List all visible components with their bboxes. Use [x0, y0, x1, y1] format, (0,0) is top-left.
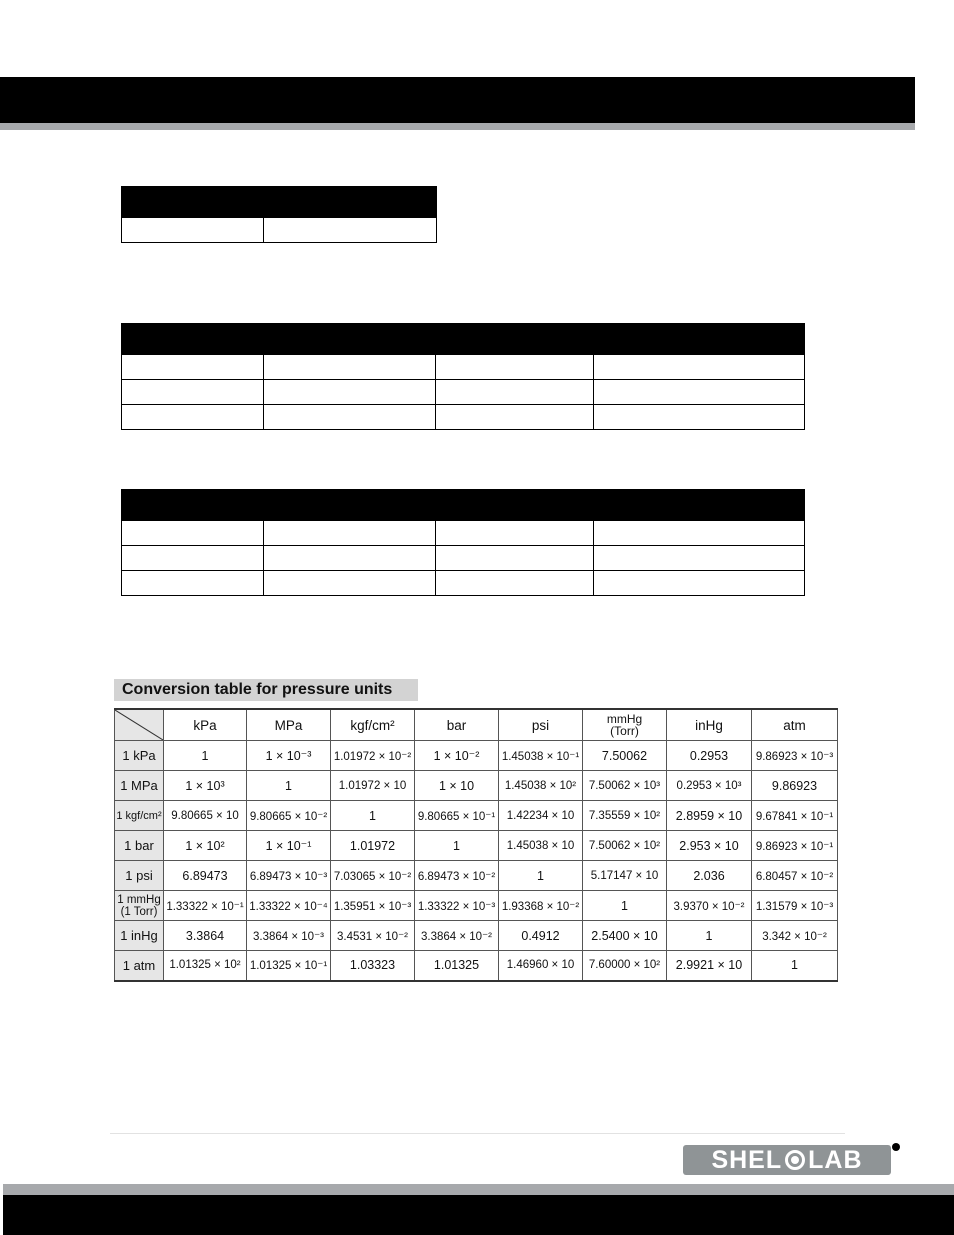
logo-text-right: LAB — [808, 1146, 863, 1174]
table-cell: 7.50062 — [583, 741, 667, 771]
table-cell: 1.01972 — [331, 831, 415, 861]
table-cell: 6.80457 × 10⁻² — [752, 861, 838, 891]
table-cell: 9.86923 × 10⁻¹ — [752, 831, 838, 861]
table-cell: 9.67841 × 10⁻¹ — [752, 801, 838, 831]
table-cell: 1.46960 × 10 — [499, 951, 583, 981]
table-cell: 9.80665 × 10 — [164, 801, 247, 831]
table-header-row — [122, 324, 805, 355]
table-cell: 1 × 10⁻² — [415, 741, 499, 771]
table-cell: 6.89473 — [164, 861, 247, 891]
table-row — [122, 218, 437, 243]
column-header-mmhg: mmHg (Torr) — [583, 709, 667, 741]
table-cell — [264, 521, 436, 546]
table-cell: 1.33322 × 10⁻³ — [415, 891, 499, 921]
table-row — [115, 861, 838, 891]
row-header: 1 kgf/cm² — [115, 801, 164, 831]
table-cell: 6.89473 × 10⁻² — [415, 861, 499, 891]
column-header-inhg: inHg — [667, 709, 752, 741]
table-cell: 1.42234 × 10 — [499, 801, 583, 831]
footer-bar — [3, 1195, 954, 1235]
table-cell — [594, 405, 805, 430]
header-bar — [0, 77, 915, 123]
table-cell: 0.2953 — [667, 741, 752, 771]
table-cell: 7.35559 × 10² — [583, 801, 667, 831]
table-cell: 2.953 × 10 — [667, 831, 752, 861]
table-cell: 1.31579 × 10⁻³ — [752, 891, 838, 921]
header-bar-shadow — [0, 123, 915, 130]
row-header: 1 atm — [115, 951, 164, 981]
table-cell: 1.01972 × 10 — [331, 771, 415, 801]
table-cell — [594, 571, 805, 596]
table-header-cell — [594, 490, 805, 521]
table-row — [115, 891, 838, 921]
table-cell — [264, 218, 437, 243]
shel-lab-logo — [683, 1145, 891, 1175]
table-header-cell — [264, 324, 436, 355]
table-row — [115, 951, 838, 981]
table-header-row — [122, 490, 805, 521]
table-cell: 3.3864 — [164, 921, 247, 951]
column-header-bar: bar — [415, 709, 499, 741]
table-cell: 1 × 10² — [164, 831, 247, 861]
column-header-psi: psi — [499, 709, 583, 741]
table-cell: 3.342 × 10⁻² — [752, 921, 838, 951]
table-cell — [436, 546, 594, 571]
table-cell — [122, 546, 264, 571]
row-header: 1 psi — [115, 861, 164, 891]
table-cell: 1.01325 — [415, 951, 499, 981]
table-cell — [122, 218, 264, 243]
table-cell — [436, 405, 594, 430]
blank-table-2 — [121, 323, 805, 430]
table-cell: 0.2953 × 10³ — [667, 771, 752, 801]
pressure-conversion-table — [114, 708, 838, 982]
table-cell: 3.9370 × 10⁻² — [667, 891, 752, 921]
row-header: 1 mmHg (1 Torr) — [115, 891, 164, 921]
column-header-atm: atm — [752, 709, 838, 741]
table-cell — [122, 380, 264, 405]
table-cell: 1.45038 × 10² — [499, 771, 583, 801]
table-cell: 2.5400 × 10 — [583, 921, 667, 951]
table-cell: 9.80665 × 10⁻¹ — [415, 801, 499, 831]
blank-table-3 — [121, 489, 805, 596]
table-cell: 2.8959 × 10 — [667, 801, 752, 831]
column-header-kgf-cm2: kgf/cm² — [331, 709, 415, 741]
table-cell: 1 × 10⁻³ — [247, 741, 331, 771]
table-cell: 1 × 10⁻¹ — [247, 831, 331, 861]
table-cell — [436, 571, 594, 596]
column-header-kpa: kPa — [164, 709, 247, 741]
table-cell — [122, 355, 264, 380]
table-cell: 9.80665 × 10⁻² — [247, 801, 331, 831]
table-cell: 3.3864 × 10⁻³ — [247, 921, 331, 951]
table-row — [122, 521, 805, 546]
table-row — [122, 405, 805, 430]
conversion-table-title: Conversion table for pressure units — [114, 679, 418, 701]
table-cell: 1 — [331, 801, 415, 831]
table-cell: 9.86923 — [752, 771, 838, 801]
table-cell: 1.01972 × 10⁻² — [331, 741, 415, 771]
table-cell: 1 — [583, 891, 667, 921]
table-header-cell — [264, 187, 437, 218]
column-header-mpa: MPa — [247, 709, 331, 741]
table-cell — [264, 405, 436, 430]
table-header-cell — [122, 490, 264, 521]
row-header: 1 MPa — [115, 771, 164, 801]
table-cell: 1.35951 × 10⁻³ — [331, 891, 415, 921]
table-cell: 2.9921 × 10 — [667, 951, 752, 981]
table-row — [115, 741, 838, 771]
table-cell — [594, 380, 805, 405]
table-cell: 3.3864 × 10⁻² — [415, 921, 499, 951]
table-header-cell — [436, 324, 594, 355]
table-cell: 1 — [415, 831, 499, 861]
table-cell: 7.50062 × 10² — [583, 831, 667, 861]
table-cell — [264, 571, 436, 596]
table-row — [115, 921, 838, 951]
table-cell — [264, 546, 436, 571]
table-cell: 1 — [667, 921, 752, 951]
table-cell — [594, 521, 805, 546]
table-row — [115, 801, 838, 831]
table-cell: 1 × 10³ — [164, 771, 247, 801]
table-cell — [594, 355, 805, 380]
table-header-cell — [594, 324, 805, 355]
table-header-cell — [122, 324, 264, 355]
table-cell — [122, 571, 264, 596]
table-corner-cell — [115, 709, 164, 741]
table-cell: 5.17147 × 10 — [583, 861, 667, 891]
table-cell: 3.4531 × 10⁻² — [331, 921, 415, 951]
table-cell — [436, 521, 594, 546]
table-cell — [594, 546, 805, 571]
table-cell: 1.33322 × 10⁻¹ — [164, 891, 247, 921]
table-cell: 1 × 10 — [415, 771, 499, 801]
table-row — [122, 546, 805, 571]
table-cell: 9.86923 × 10⁻³ — [752, 741, 838, 771]
footer-bar-shadow — [3, 1184, 954, 1195]
table-cell — [264, 380, 436, 405]
table-cell: 1.45038 × 10 — [499, 831, 583, 861]
table-row — [115, 771, 838, 801]
table-cell: 2.036 — [667, 861, 752, 891]
logo-circle-icon — [785, 1150, 805, 1170]
logo-text-left: SHEL — [711, 1146, 783, 1174]
table-cell — [436, 355, 594, 380]
registered-mark-icon — [892, 1143, 900, 1151]
table-header-cell — [264, 490, 436, 521]
table-cell: 1 — [247, 771, 331, 801]
table-cell: 1.45038 × 10⁻¹ — [499, 741, 583, 771]
conversion-header-row — [115, 709, 838, 741]
table-cell: 7.60000 × 10² — [583, 951, 667, 981]
table-cell — [122, 405, 264, 430]
blank-table-1 — [121, 186, 437, 243]
table-row — [122, 355, 805, 380]
table-header-cell — [122, 187, 264, 218]
row-header: 1 bar — [115, 831, 164, 861]
table-row — [122, 380, 805, 405]
table-cell: 6.89473 × 10⁻³ — [247, 861, 331, 891]
diagonal-divider-icon — [115, 710, 163, 740]
table-cell — [122, 521, 264, 546]
table-cell: 1.33322 × 10⁻⁴ — [247, 891, 331, 921]
table-cell: 1.01325 × 10⁻¹ — [247, 951, 331, 981]
table-cell: 1.01325 × 10² — [164, 951, 247, 981]
table-header-row — [122, 187, 437, 218]
row-header: 1 kPa — [115, 741, 164, 771]
row-header: 1 inHg — [115, 921, 164, 951]
table-cell: 1.03323 — [331, 951, 415, 981]
table-header-cell — [436, 490, 594, 521]
table-cell — [436, 380, 594, 405]
table-cell: 0.4912 — [499, 921, 583, 951]
table-cell: 7.50062 × 10³ — [583, 771, 667, 801]
table-cell: 7.03065 × 10⁻² — [331, 861, 415, 891]
table-cell: 1 — [752, 951, 838, 981]
footer-divider — [110, 1133, 845, 1134]
table-cell — [264, 355, 436, 380]
table-cell: 1 — [499, 861, 583, 891]
table-cell: 1 — [164, 741, 247, 771]
table-cell: 1.93368 × 10⁻² — [499, 891, 583, 921]
table-row — [115, 831, 838, 861]
table-row — [122, 571, 805, 596]
